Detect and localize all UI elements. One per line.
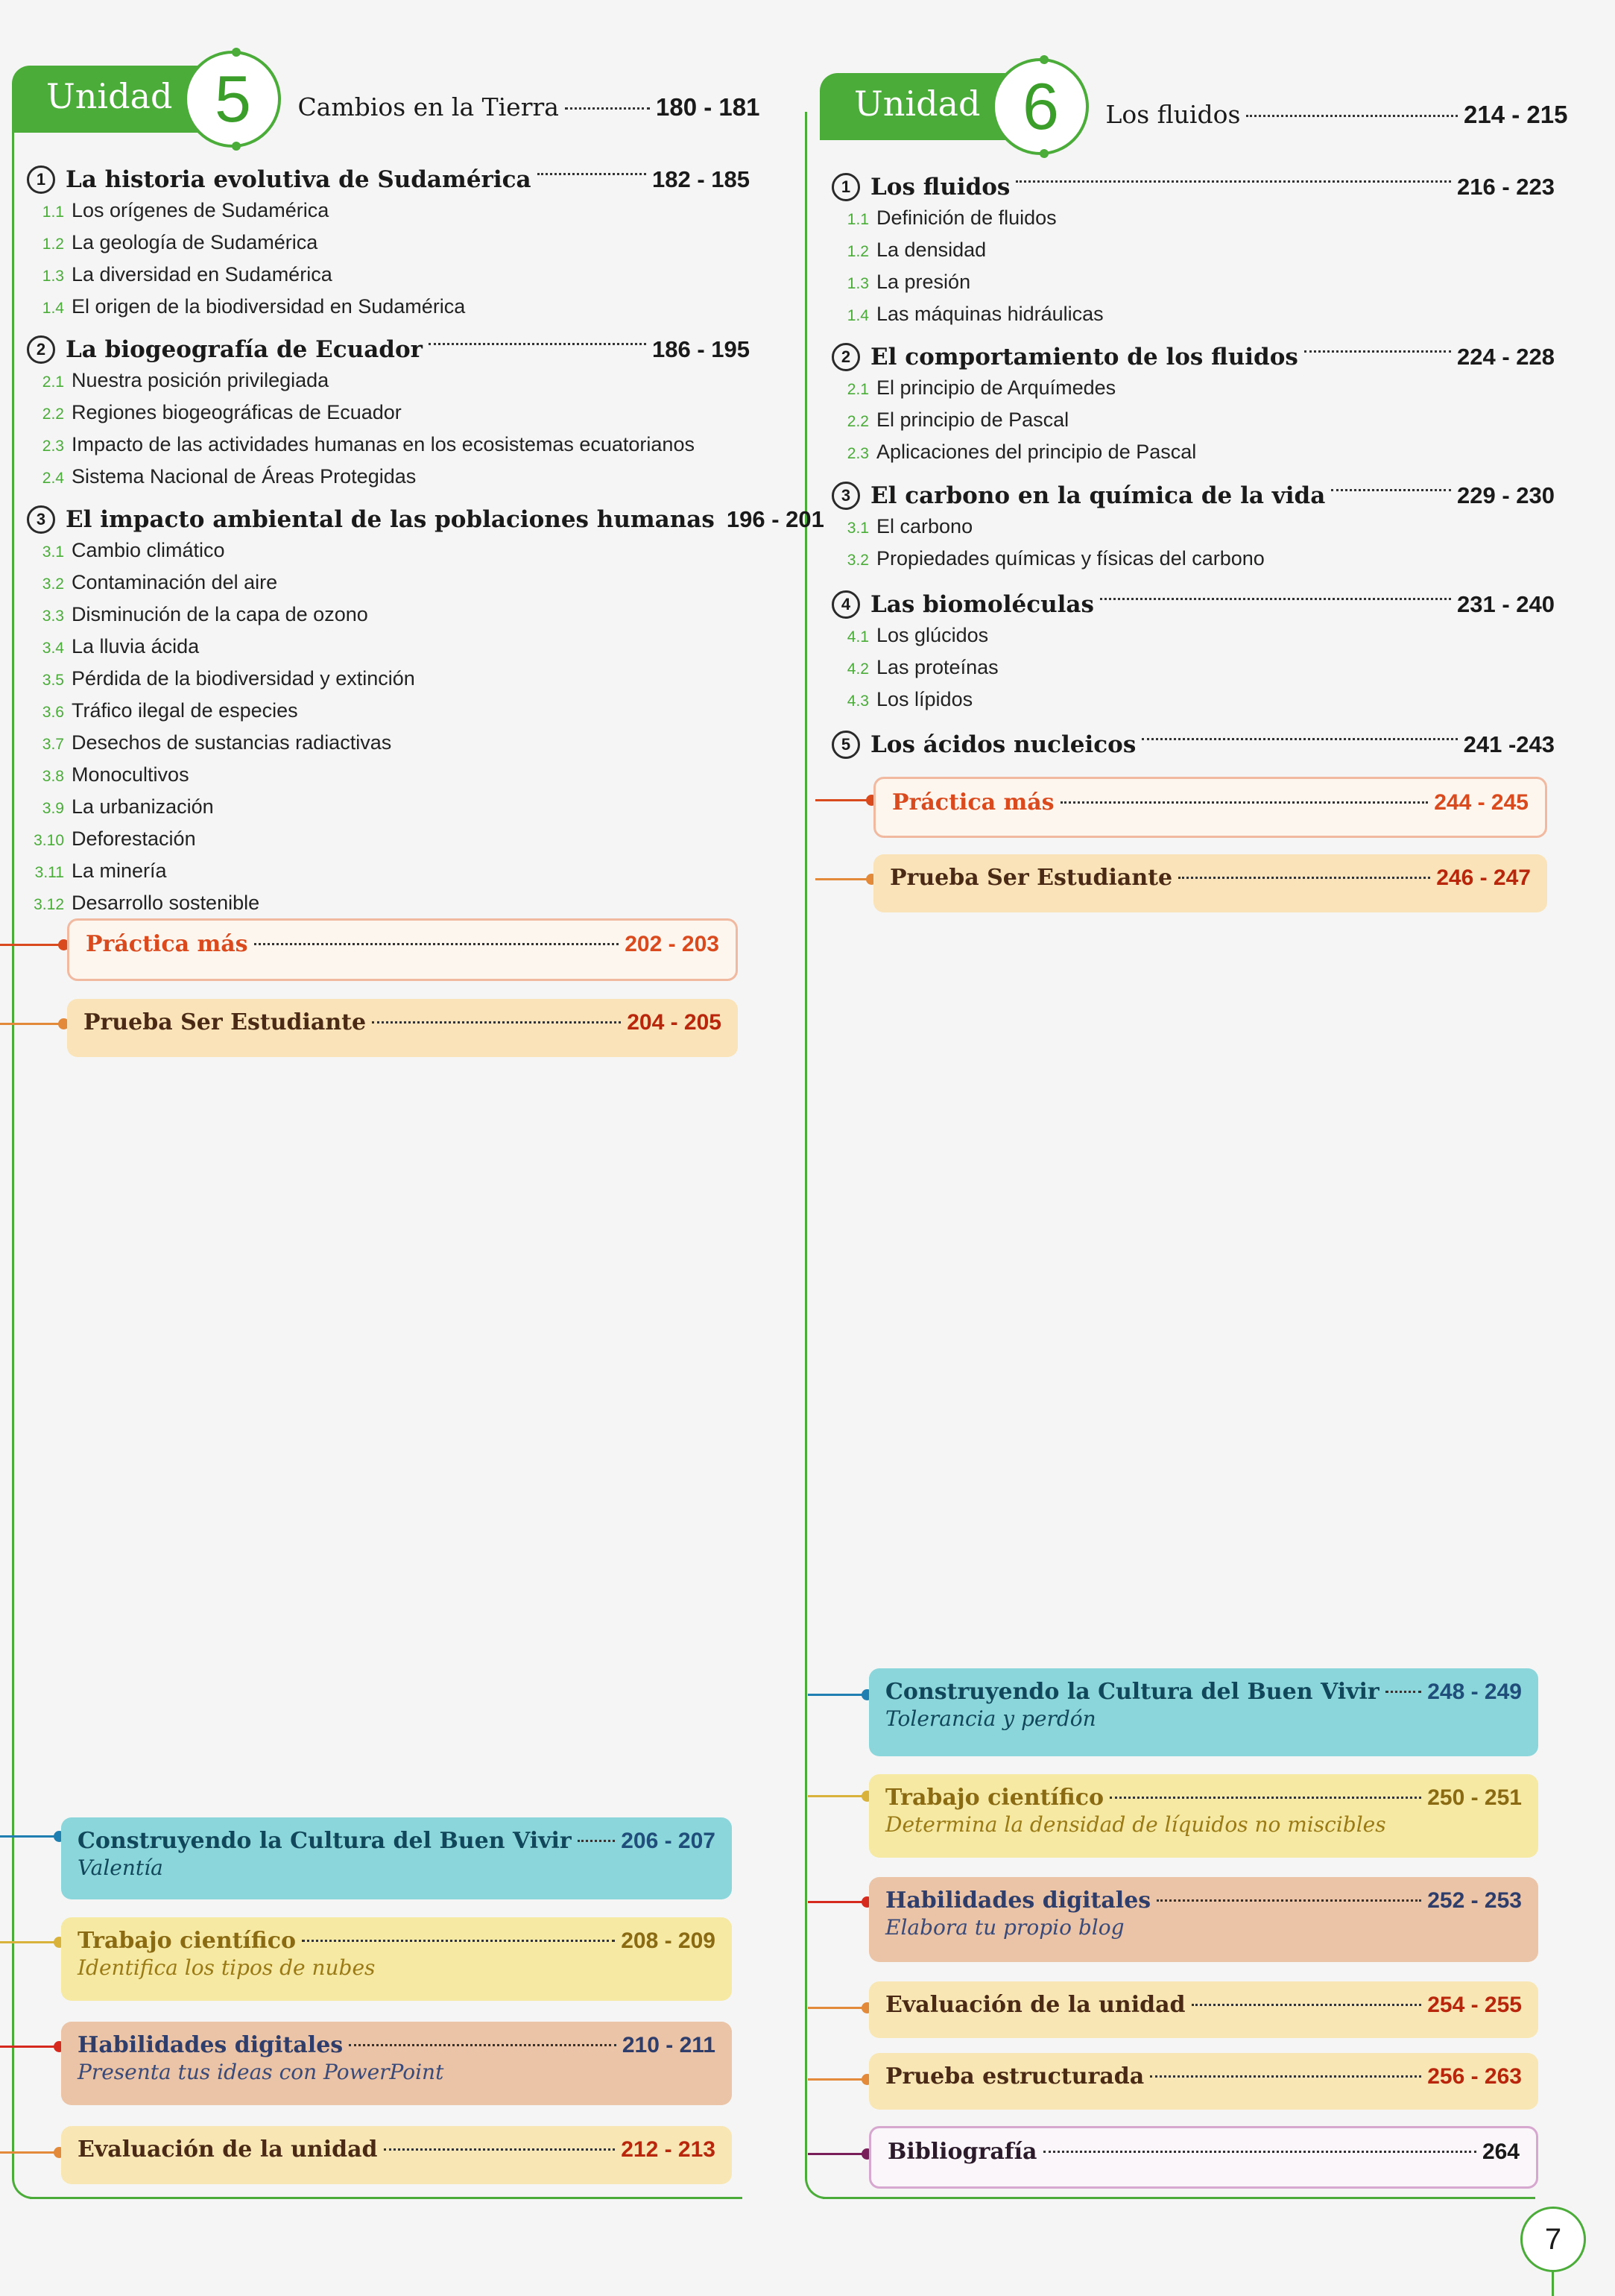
- subsection-item[interactable]: [27, 663, 750, 696]
- connector-line: [808, 1694, 867, 1696]
- section-number: 5: [832, 731, 860, 759]
- cultura-title: Construyendo la Cultura del Buen Vivir: [78, 1828, 572, 1854]
- subsection-title: La densidad: [876, 239, 987, 261]
- prueba-title: Prueba Ser Estudiante: [890, 865, 1173, 891]
- unit5-habilidades-box[interactable]: [61, 2022, 732, 2105]
- bibliografia-pages: 264: [1482, 2139, 1520, 2164]
- estructurada-title: Prueba estructurada: [885, 2063, 1145, 2090]
- section-number: 2: [27, 335, 55, 364]
- section-pages: 224 - 228: [1457, 344, 1555, 370]
- leader-dots: [1157, 1899, 1421, 1902]
- subsection-item[interactable]: [27, 888, 750, 920]
- habilidades-pages: 210 - 211: [622, 2033, 715, 2057]
- section-title: El carbono en la química de la vida: [870, 482, 1326, 509]
- subsection-number: 3.8: [42, 768, 64, 785]
- unit6-evaluacion-box[interactable]: [869, 1981, 1538, 2038]
- leader-dots: [1178, 877, 1430, 879]
- section-pages: 182 - 185: [652, 166, 750, 192]
- subsection-title: El origen de la biodiversidad en Sudamérica: [72, 295, 466, 318]
- prueba-title: Prueba Ser Estudiante: [83, 1009, 367, 1035]
- subsection-item[interactable]: [27, 567, 750, 599]
- unit5-label: Unidad: [12, 66, 209, 133]
- subsection-number: 1.3: [847, 275, 869, 292]
- subsection-title: Impacto de las actividades humanas en los ecosistemas ecuatorianos: [72, 433, 695, 455]
- subsection-item[interactable]: [27, 397, 750, 429]
- section-title: La biogeografía de Ecuador: [66, 336, 423, 363]
- leader-dots: [1331, 489, 1451, 491]
- section-pages: 241 -243: [1463, 731, 1555, 757]
- subsection-number: 3.1: [42, 543, 64, 561]
- unit5-title-row[interactable]: [297, 92, 759, 122]
- subsection-number: 2.1: [42, 373, 64, 391]
- unit6-estructurada-box[interactable]: [869, 2053, 1538, 2110]
- habilidades-pages: 252 - 253: [1427, 1888, 1522, 1913]
- unit6-bibliografia-box[interactable]: [869, 2126, 1538, 2189]
- trabajo-subtitle: Identifica los tipos de nubes: [78, 1955, 376, 1980]
- subsection-title: Los orígenes de Sudamérica: [72, 199, 329, 221]
- subsection-item[interactable]: [27, 195, 750, 227]
- unit6-cultura-box[interactable]: [869, 1668, 1538, 1756]
- subsection-number: 1.2: [42, 236, 64, 253]
- subsection-item[interactable]: [832, 652, 1555, 684]
- habilidades-title: Habilidades digitales: [885, 1887, 1151, 1914]
- subsection-title: El principio de Arquímedes: [876, 376, 1116, 399]
- unit6-number: 6: [992, 58, 1089, 155]
- connector-line: [808, 1795, 867, 1797]
- unit5-evaluacion-box[interactable]: [61, 2126, 732, 2184]
- unit5-practica-box[interactable]: [67, 918, 738, 981]
- subsection-title: El carbono: [876, 515, 973, 537]
- subsection-item[interactable]: [27, 599, 750, 631]
- subsection-item[interactable]: [27, 365, 750, 397]
- trabajo-title: Trabajo científico: [885, 1785, 1104, 1811]
- connector-line: [0, 1835, 60, 1838]
- leader-dots: [372, 1021, 621, 1024]
- subsection-title: Aplicaciones del principio de Pascal: [876, 441, 1197, 463]
- section-pages: 231 - 240: [1457, 591, 1555, 617]
- subsection-title: Propiedades químicas y físicas del carbono: [876, 547, 1265, 570]
- subsection-number: 2.1: [847, 381, 869, 398]
- leader-dots: [1385, 1691, 1421, 1693]
- unit6-section-3: [832, 482, 1555, 575]
- subsection-item[interactable]: [832, 299, 1555, 331]
- subsection-item[interactable]: [832, 235, 1555, 267]
- section-pages: 229 - 230: [1457, 482, 1555, 508]
- leader-dots: [1043, 2151, 1476, 2153]
- leader-dots: [1100, 598, 1451, 600]
- subsection-title: Desarrollo sostenible: [72, 892, 260, 914]
- section-pages: 216 - 223: [1457, 174, 1555, 200]
- evaluacion-pages: 212 - 213: [621, 2137, 715, 2162]
- subsection-item[interactable]: [27, 760, 750, 792]
- unit5-section-1: [27, 165, 750, 324]
- subsection-number: 2.2: [42, 406, 64, 423]
- subsection-title: La lluvia ácida: [72, 635, 200, 657]
- leader-dots: [1192, 2004, 1422, 2006]
- practica-title: Práctica más: [892, 789, 1055, 816]
- subsection-title: Sistema Nacional de Áreas Protegidas: [72, 465, 417, 488]
- trabajo-pages: 208 - 209: [621, 1928, 715, 1953]
- subsection-number: 1.4: [847, 307, 869, 324]
- leader-dots: [429, 343, 646, 345]
- subsection-number: 3.6: [42, 704, 64, 721]
- section-title: Las biomoléculas: [870, 591, 1094, 618]
- subsection-number: 1.1: [847, 211, 869, 228]
- section-pages: 186 - 195: [652, 336, 750, 362]
- subsection-number: 2.3: [847, 445, 869, 462]
- section-title: Los fluidos: [870, 174, 1011, 201]
- subsection-item[interactable]: [832, 684, 1555, 716]
- subsection-number: 4.3: [847, 693, 869, 710]
- connector-line: [0, 944, 64, 946]
- subsection-item[interactable]: [27, 856, 750, 888]
- subsection-title: La presión: [876, 271, 971, 293]
- unit5-section-3: [27, 505, 824, 920]
- subsection-number: 4.2: [847, 660, 869, 678]
- connector-line: [808, 2153, 867, 2155]
- leader-dots: [578, 1840, 615, 1842]
- connector-line: [808, 2078, 867, 2081]
- unit6-habilidades-box[interactable]: [869, 1877, 1538, 1962]
- leader-dots: [302, 1940, 615, 1942]
- subsection-number: 3.12: [34, 896, 64, 913]
- leader-dots: [1061, 801, 1429, 804]
- subsection-item[interactable]: [832, 620, 1555, 652]
- subsection-number: 3.2: [42, 575, 64, 593]
- subsection-title: Tráfico ilegal de especies: [72, 699, 298, 722]
- cultura-title: Construyendo la Cultura del Buen Vivir: [885, 1679, 1379, 1705]
- evaluacion-title: Evaluación de la unidad: [885, 1992, 1186, 2018]
- subsection-title: Desechos de sustancias radiactivas: [72, 731, 392, 754]
- subsection-title: El principio de Pascal: [876, 409, 1069, 431]
- subsection-title: La minería: [72, 860, 167, 882]
- practica-pages: 244 - 245: [1434, 790, 1529, 815]
- unit6-label: Unidad: [820, 73, 1017, 140]
- evaluacion-pages: 254 - 255: [1427, 1993, 1522, 2017]
- section-number: 3: [27, 505, 55, 534]
- subsection-item[interactable]: [832, 373, 1555, 405]
- subsection-number: 3.11: [34, 864, 64, 881]
- section-heading[interactable]: [27, 505, 824, 534]
- subsection-item[interactable]: [832, 203, 1555, 235]
- leader-dots: [537, 173, 646, 175]
- subsection-title: Monocultivos: [72, 763, 189, 786]
- connector-line: [0, 1941, 60, 1943]
- unit6-title-row[interactable]: [1105, 100, 1567, 129]
- section-heading[interactable]: [832, 173, 1555, 201]
- cultura-pages: 248 - 249: [1427, 1680, 1522, 1704]
- leader-dots: [565, 107, 650, 110]
- subsection-title: Pérdida de la biodiversidad y extinción: [72, 667, 415, 690]
- subsection-item[interactable]: [832, 511, 1555, 543]
- leader-dots: [1016, 180, 1451, 183]
- connector-line: [808, 1901, 867, 1903]
- practica-pages: 202 - 203: [625, 932, 719, 956]
- subsection-item[interactable]: [832, 437, 1555, 469]
- trabajo-pages: 250 - 251: [1427, 1785, 1522, 1810]
- subsection-number: 3.5: [42, 672, 64, 689]
- subsection-title: Disminución de la capa de ozono: [72, 603, 368, 625]
- section-number: 3: [832, 482, 860, 510]
- leader-dots: [1150, 2075, 1421, 2078]
- estructurada-pages: 256 - 263: [1427, 2064, 1522, 2089]
- subsection-number: 2.2: [847, 413, 869, 430]
- unit6-header: [820, 58, 1567, 155]
- connector-line: [808, 2007, 867, 2009]
- subsection-item[interactable]: [27, 291, 750, 324]
- unit6-trabajo-box[interactable]: [869, 1774, 1538, 1858]
- subsection-item[interactable]: [27, 461, 750, 493]
- subsection-title: Deforestación: [72, 827, 196, 850]
- unit6-frame-bottom: [823, 2197, 1516, 2199]
- subsection-number: 3.10: [34, 832, 64, 849]
- subsection-number: 4.1: [847, 628, 869, 646]
- connector-line: [0, 2046, 60, 2048]
- unit6-section-5: [832, 731, 1555, 759]
- subsection-number: 3.2: [847, 552, 869, 569]
- subsection-number: 3.9: [42, 800, 64, 817]
- leader-dots: [254, 943, 619, 945]
- cultura-subtitle: Valentía: [78, 1855, 163, 1880]
- section-pages: 196 - 201: [726, 506, 824, 532]
- habilidades-subtitle: Elabora tu propio blog: [885, 1915, 1125, 1940]
- unit6-practica-box[interactable]: [873, 777, 1547, 838]
- bibliografia-title: Bibliografía: [888, 2139, 1037, 2165]
- subsection-number: 3.3: [42, 608, 64, 625]
- subsection-item[interactable]: [27, 728, 750, 760]
- connector-line: [0, 2151, 60, 2154]
- cultura-pages: 206 - 207: [621, 1829, 715, 1853]
- subsection-item[interactable]: [27, 227, 750, 259]
- leader-dots: [384, 2148, 616, 2151]
- trabajo-title: Trabajo científico: [78, 1928, 297, 1954]
- subsection-number: 1.4: [42, 300, 64, 317]
- section-title: El impacto ambiental de las poblaciones humanas: [66, 506, 715, 533]
- unit5-section-2: [27, 335, 750, 493]
- page-number: 7: [1520, 2207, 1586, 2272]
- section-heading[interactable]: [27, 335, 750, 364]
- unit6-prueba-box[interactable]: [873, 854, 1547, 912]
- section-heading[interactable]: [27, 165, 750, 194]
- practica-title: Práctica más: [86, 931, 248, 957]
- subsection-item[interactable]: [832, 267, 1555, 299]
- section-title: La historia evolutiva de Sudamérica: [66, 166, 531, 193]
- leader-dots: [1110, 1797, 1421, 1799]
- subsection-item[interactable]: [27, 792, 750, 824]
- subsection-title: Los lípidos: [876, 688, 973, 710]
- section-heading[interactable]: [832, 343, 1555, 371]
- unit5-title: Cambios en la Tierra: [297, 92, 559, 122]
- leader-dots: [1246, 115, 1458, 117]
- leader-dots: [1142, 738, 1457, 740]
- subsection-title: Regiones biogeográficas de Ecuador: [72, 401, 402, 423]
- section-title: El comportamiento de los fluidos: [870, 344, 1298, 370]
- subsection-number: 2.3: [42, 438, 64, 455]
- unit5-cultura-box[interactable]: [61, 1817, 732, 1899]
- evaluacion-title: Evaluación de la unidad: [78, 2136, 378, 2163]
- subsection-title: Nuestra posición privilegiada: [72, 369, 329, 391]
- section-number: 4: [832, 590, 860, 619]
- page-number-tail: [1552, 2271, 1554, 2296]
- prueba-pages: 204 - 205: [627, 1010, 721, 1035]
- subsection-title: Las máquinas hidráulicas: [876, 303, 1104, 325]
- unit6-pages: 214 - 215: [1463, 100, 1568, 128]
- cultura-subtitle: Tolerancia y perdón: [885, 1706, 1096, 1731]
- subsection-number: 2.4: [42, 470, 64, 487]
- unit5-prueba-box[interactable]: [67, 999, 738, 1057]
- unit6-section-4: [832, 590, 1555, 716]
- subsection-title: La urbanización: [72, 795, 214, 818]
- connector-line: [0, 1023, 64, 1025]
- subsection-item[interactable]: [27, 429, 750, 461]
- section-title: Los ácidos nucleicos: [870, 731, 1137, 758]
- subsection-item[interactable]: [27, 696, 750, 728]
- subsection-number: 3.4: [42, 640, 64, 657]
- subsection-item[interactable]: [27, 259, 750, 291]
- unit5-number: 5: [184, 51, 281, 148]
- unit5-pages: 180 - 181: [655, 92, 760, 121]
- prueba-pages: 246 - 247: [1436, 865, 1531, 890]
- subsection-title: Los glúcidos: [876, 624, 989, 646]
- unit5-frame-bottom: [30, 2197, 738, 2199]
- section-number: 2: [832, 343, 860, 371]
- leader-dots: [349, 2044, 616, 2046]
- habilidades-subtitle: Presenta tus ideas con PowerPoint: [78, 2060, 444, 2084]
- connector-line: [815, 878, 872, 880]
- habilidades-title: Habilidades digitales: [78, 2032, 344, 2058]
- unit6-title: Los fluidos: [1105, 99, 1241, 129]
- unit6-section-2: [832, 343, 1555, 469]
- subsection-title: Cambio climático: [72, 539, 225, 561]
- connector-line: [815, 799, 872, 801]
- unit5-header: [12, 51, 759, 148]
- subsection-number: 1.3: [42, 268, 64, 285]
- subsection-title: Definición de fluidos: [876, 206, 1057, 229]
- leader-dots: [1304, 350, 1451, 353]
- section-number: 1: [832, 173, 860, 201]
- subsection-item[interactable]: [27, 535, 750, 567]
- subsection-item[interactable]: [27, 824, 750, 856]
- unit6-section-1: [832, 173, 1555, 331]
- subsection-title: Contaminación del aire: [72, 571, 278, 593]
- subsection-title: La diversidad en Sudamérica: [72, 263, 332, 286]
- trabajo-subtitle: Determina la densidad de líquidos no miscibles: [885, 1812, 1386, 1837]
- subsection-item[interactable]: [832, 543, 1555, 575]
- subsection-item[interactable]: [832, 405, 1555, 437]
- subsection-title: Las proteínas: [876, 656, 999, 678]
- subsection-title: La geología de Sudamérica: [72, 231, 318, 253]
- section-heading[interactable]: [832, 482, 1555, 510]
- subsection-item[interactable]: [27, 631, 750, 663]
- unit5-trabajo-box[interactable]: [61, 1917, 732, 2001]
- subsection-number: 1.1: [42, 204, 64, 221]
- section-number: 1: [27, 165, 55, 194]
- subsection-number: 1.2: [847, 243, 869, 260]
- subsection-number: 3.1: [847, 520, 869, 537]
- subsection-number: 3.7: [42, 736, 64, 753]
- section-heading[interactable]: [832, 731, 1555, 759]
- section-heading[interactable]: [832, 590, 1555, 619]
